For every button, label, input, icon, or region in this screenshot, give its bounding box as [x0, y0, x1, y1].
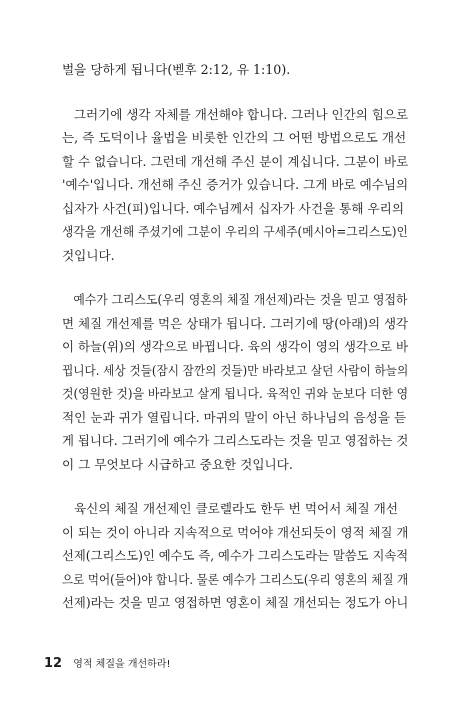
- paragraph-gap: [62, 476, 408, 497]
- text-line: 예수가 그리스도(우리 영혼의 체질 개선제)라는 것을 믿고 영접하: [73, 292, 408, 307]
- text-line: 그러기에 생각 자체를 개선해야 합니다. 그러나 인간의 힘으로: [73, 106, 409, 122]
- paragraph-2: [62, 103, 408, 268]
- text-line: 육신의 체질 개선제인 클로렐라도 한두 번 먹어서 체질 개선: [74, 501, 398, 516]
- text-line: 이 그 무엇보다 시급하고 중요한 것입니다.: [62, 456, 293, 472]
- running-title: 영적 체질을 개선하라!: [73, 659, 171, 670]
- text-line: 게 됩니다. 그러기에 예수가 그리스도라는 것을 믿고 영접하는 것: [62, 433, 409, 448]
- text-line: 뀝니다. 세상 것들(잠시 잠깐의 것들)만 바라보고 살던 사람이 하늘의: [62, 362, 409, 378]
- paragraph-1: [62, 58, 408, 82]
- text-line: 생각을 개선해 주셨기에 그분이 우리의 구세주(메시아=그리스도)인: [62, 224, 408, 239]
- text-line: 것입니다.: [62, 247, 115, 263]
- paragraph-3: [62, 288, 408, 476]
- text-line: 이 되는 것이 아니라 지속적으로 먹어야 개선되듯이 영적 체질 개: [62, 524, 409, 540]
- text-line: 선제)라는 것을 믿고 영접하면 영혼이 체질 개선되는 정도가 아니: [62, 595, 409, 610]
- paragraph-gap: [62, 267, 408, 288]
- text-line: 것(영원한 것)을 바라보고 살게 됩니다. 육적인 귀와 눈보다 더한 영: [62, 386, 409, 401]
- paragraph-4: [62, 497, 408, 615]
- page-footer: [44, 652, 171, 671]
- text-line: 적인 눈과 귀가 열립니다. 마귀의 말이 아닌 하나님의 음성을 듣: [62, 409, 407, 425]
- text-line: 이 하늘(위)의 생각으로 바뀝니다. 육의 생각이 영의 생각으로 바: [62, 339, 408, 354]
- text-line: 십자가 사건(피)입니다. 예수님께서 십자가 사건을 통해 우리의: [62, 200, 404, 216]
- paragraph-gap: [62, 82, 408, 103]
- text-line: 면 체질 개선제를 먹은 상태가 됩니다. 그러기에 땅(아래)의 생각: [62, 315, 408, 331]
- text-line: 할 수 없습니다. 그런데 개선해 주신 분이 계십니다. 그분이 바로: [62, 153, 409, 169]
- text-line: 는, 즉 도덕이나 율법을 비롯한 인간의 그 어떤 방법으로도 개선: [62, 130, 407, 145]
- text-line: '예수'입니다. 개선해 주신 증거가 있습니다. 그게 바로 예수님의: [62, 177, 409, 192]
- text-line: 벌을 당하게 됩니다(벧후 2:12, 유 1:10).: [62, 62, 291, 77]
- page-number: 12: [44, 656, 63, 671]
- text-line: 선제(그리스도)인 예수도 즉, 예수가 그리스도라는 말씀도 지속적: [62, 548, 409, 563]
- text-line: 으로 먹어(들어)야 합니다. 물론 예수가 그리스도(우리 영혼의 체질 개: [62, 571, 409, 587]
- body-text: [62, 58, 408, 615]
